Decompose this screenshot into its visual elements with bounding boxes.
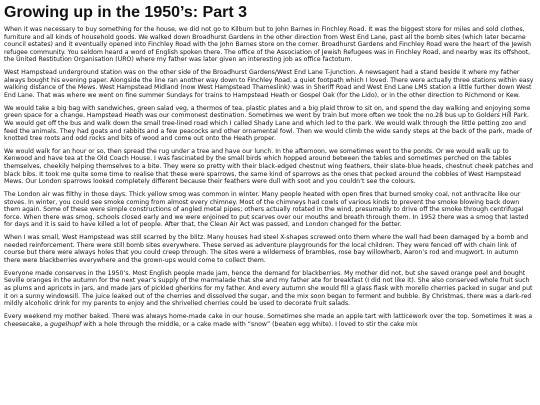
paragraph-8-text-start: Every weekend my mother baked. There was always home-made cake in our house. Sometimes she made an apple tart with latticework over the top. Sometimes it was a cheesecake, a <box>4 312 533 328</box>
paragraph-3: We would take a big bag with sandwiches, green salad veg, a thermos of tea, plastic plates and a big plaid throw to sit on, and spend the day walking and enjoying some green space for a change. Hampstead Heath was our commonest destination. Sometimes we went by train but more often we took the no.28 bus up to Golders Hill Park. We would get off the bus and walk down the small tree-lined road which I called Shady Lane and which led to the park. We would walk through the little petting zoo and feed the animals. They had goats and rabbits and a few peacocks and other ornamental fowl. Then we would climb the wide sandy steps at the back of the park, made of knotted tree roots and odd rocks and bits of wood and come out onto the Heath proper. <box>4 104 532 143</box>
paragraph-5: The London air was filthy in those days. Thick yellow smog was common in winter. Many people heated with open fires that burned smoky coal, not anthracite like our stoves. In winter, you could see smoke coming from almost every chimney. Most of the chimneys had cowls of various kinds to prevent the smoke blowing back down them again. Some of these were simple constructions of angled metal pipes; others actually rotated in the wind, presumably to drive off the smoke through centrifugal force. When there was smog, schools closed early and we were enjoined to put scarves over our mouths and breath through them. In 1952 there was a smog that lasted for days and it is said to have killed a lot of people. After that, the Clean Air Act was passed, and London changed for the better. <box>4 191 529 229</box>
paragraph-2: West Hampstead underground station was on the other side of the Broadhurst Gardens/West End Lane T-junction. A newsagent had a stand beside it where my father always bought his evening paper. Alongside the line ran another way down to Finchley Road, a quiet footpath which I loved. There were actually three stations within easy walking distance of the Mews. West Hampstead Midland (now West Hampstead Thameslink) was in Sheriff Road and West End Lane LMS station a little further down West End Lane. That was where we went on fine summer Sundays for trains to Hampstead Heath or Gospel Oak (for the Lido), or in the other direction to Richmond or Kew. <box>4 69 534 99</box>
paragraph-6: When I was small, West Hampstead was still scarred by the blitz. Many houses had steel X-shapes screwed onto them where the wall had been damaged by a bomb and needed reinforcement. There were still bomb sites everywhere. These served as adventure playgrounds for the local children. They were fenced off with chain link of course but there were always holes that you could creep through. The sites were a wilderness of brambles, rose bay willowherb, Aaron’s rod and mugwort. In autumn there were blackberries everywhere and the grown-ups would come to collect them. <box>4 234 529 264</box>
paragraph-4: We would walk for an hour or so, then spread the rug under a tree and have our lunch. In the afternoon, we sometimes went to the ponds. Or we would walk up to Kenwood and have tea at the Old Coach House. I was fascinated by the small birds which hopped around between the tables and sometimes perched on the tables themselves, cheekily helping themselves to a bite. They were so pretty with their black-edged chestnut wing feathers, their slate-blue heads, chestnut cheek patches and black bibs. It took me quite some time to realise that these were sparrows, the same kind of sparrows as the ones that pecked around the cobbles of West Hampstead Mews. Our London sparrows looked completely different because their feathers were dull with soot and you couldn’t see the colours. <box>4 147 534 186</box>
paragraph-7: Everyone made conserves in the 1950’s. Most English people made jam, hence the demand for blackberries. My mother did not, but she saved orange peel and bought Seville oranges in the autumn for the next year’s supply of the marmalade that she and my father ate for breakfast (I did not like it). She also conserved whole fruit such as plums and apricots in jars, and made jars of pickled gherkins for my father. And every autumn she would fill a glass flask with morello cherries packed in sugar and put it on a sunny windowsill. The juice leaked out of the cherries and dissolved the sugar, and the mix soon began to ferment and bubble. By Christmas, there was a dark-red mildly alcoholic drink for my parents to enjoy and the shrivelled cherries could be used to decorate fruit salads. <box>4 269 533 308</box>
paragraph-8 <box>4 313 536 328</box>
paragraph-1: When it was necessary to buy something for the house, we did not go to Kilburn but to John Barnes in Finchley Road. It was the biggest store for miles and sold clothes, furniture and all kinds of household goods. We walked down Broadhurst Gardens in the other direction from West End Lane, past all the bomb sites (which later became council estates) and it eventually opened into Finchley Road with the John Barnes store on the corner. Broadhurst Gardens and Finchley Road were the heart of the Jewish refugee community. You seldom heard a word of English spoken there. The office of the Association of Jewish Refugees was in Finchley Road, and nearby was its offshoot, the United Restitution Organisation (URO) where my father was later given an interesting job as office factotum. <box>4 26 532 64</box>
article-title: Growing up in the 1950’s: Part 3 <box>4 4 248 21</box>
paragraph-8-text-end: with a hole through the middle, or a cake made with “snow” (beaten egg white). I loved to stir the cake mix <box>81 320 418 328</box>
paragraph-8-emphasis: gugelhupf <box>50 320 82 328</box>
